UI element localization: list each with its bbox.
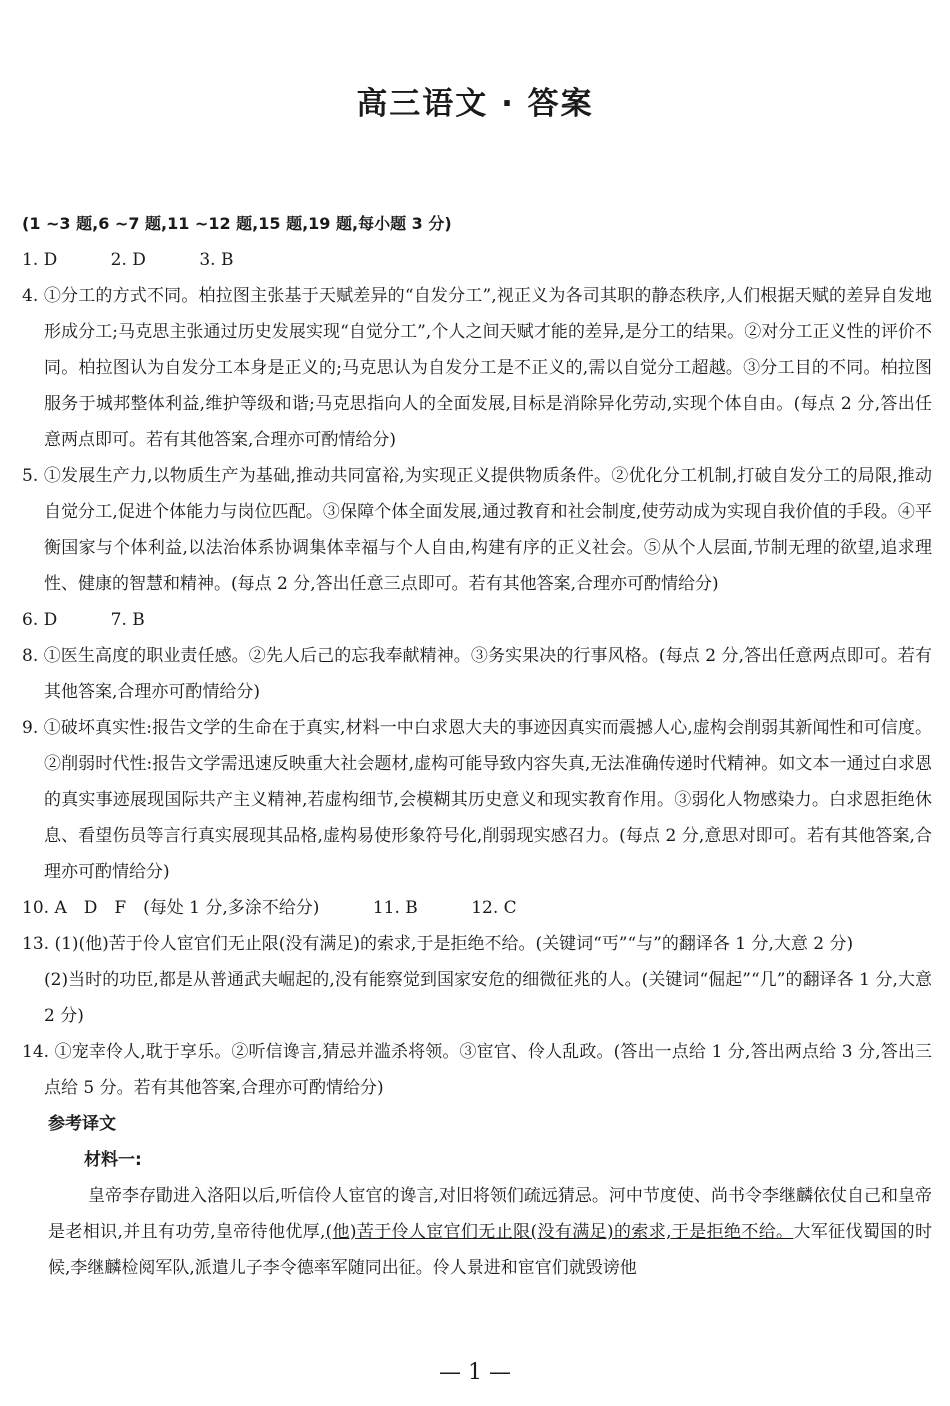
- translation-paragraph: [22, 1178, 932, 1286]
- answer-row-10-12: [22, 890, 932, 926]
- answer-2: 2. D: [110, 250, 146, 270]
- answer-13-part-2: (2)当时的功臣,都是从普通武夫崛起的,没有能察觉到国家安危的细微征兆的人。(关键词“倔起”“几”的翻译各 1 分,大意 2 分): [44, 970, 932, 1026]
- translation-text-a: 皇帝李存勖进入洛阳以后,听信伶人宦官的谗言,对旧将领们疏远猜忌。河中节度使、尚书令李继麟依仗自己和皇帝是老相识,并且有功劳,皇帝待他优厚,: [48, 1186, 932, 1242]
- translation-text-b: 大军征伐蜀国的时候,李继麟检阅军队,派遣儿子李令德率军随同出征。伶人景进和宦官们就毁谤他: [48, 1222, 933, 1278]
- scoring-note: (1 ~3 题,6 ~7 题,11 ~12 题,15 题,19 题,每小题 3 分): [22, 214, 452, 233]
- answer-7: 7. B: [110, 610, 145, 630]
- translation-underlined: (他)苦于伶人宦官们无止限(没有满足)的索求,于是拒绝不给。: [325, 1222, 794, 1242]
- answer-12: 12. C: [471, 898, 517, 918]
- answer-13-part-1: 13. (1)(他)苦于伶人宦官们无止限(没有满足)的索求,于是拒绝不给。(关键词“丐”“与”的翻译各 1 分,大意 2 分): [22, 934, 854, 954]
- answer-5: 5. ①发展生产力,以物质生产为基础,推动共同富裕,为实现正义提供物质条件。②优化分工机制,打破自发分工的局限,推动自觉分工,促进个体能力与岗位匹配。③保障个体全面发展,通过教育和社会制度,使劳动成为实现自我价值的手段。④平衡国家与个体利益,以法治体系协调集体幸福与个人自由,构建有序的正义社会。⑤从个人层面,节制无理的欲望,追求理性、健康的智慧和精神。(每点 2 分,答出任意三点即可。若有其他答案,合理亦可酌情给分): [22, 466, 932, 594]
- answer-1: 1. D: [22, 250, 58, 270]
- answer-14: 14. ①宠幸伶人,耽于享乐。②听信谗言,猜忌并滥杀将领。③宦官、伶人乱政。(答出一点给 1 分,答出两点给 3 分,答出三点给 5 分。若有其他答案,合理亦可酌情给分): [22, 1042, 932, 1098]
- answer-row-1-3: [22, 242, 932, 278]
- answer-9: 9. ①破坏真实性:报告文学的生命在于真实,材料一中白求恩大夫的事迹因真实而震撼人心,虚构会削弱其新闻性和可信度。②削弱时代性:报告文学需迅速反映重大社会题材,虚构可能导致内容失真,无法准确传递时代精神。如文本一通过白求恩的真实事迹展现国际共产主义精神,若虚构细节,会模糊其历史意义和现实教育作用。③弱化人物感染力。白求恩拒绝休息、看望伤员等言行真实展现其品格,虚构易使形象符号化,削弱现实感召力。(每点 2 分,意思对即可。若有其他答案,合理亦可酌情给分): [22, 718, 932, 882]
- answer-row-6-7: [22, 602, 932, 638]
- material-one-heading: 材料一:: [84, 1150, 142, 1170]
- page-number: — 1 —: [439, 1360, 511, 1385]
- page-title: 高三语文 · 答案: [356, 86, 594, 122]
- answer-11: 11. B: [372, 898, 418, 918]
- answer-10: 10. A D F (每处 1 分,多涂不给分): [22, 898, 320, 918]
- answer-4: 4. ①分工的方式不同。柏拉图主张基于天赋差异的“自发分工”,视正义为各司其职的静态秩序,人们根据天赋的差异自发地形成分工;马克思主张通过历史发展实现“自觉分工”,个人之间天赋才能的差异,是分工的结果。②对分工正义性的评价不同。柏拉图认为自发分工本身是正义的;马克思认为自发分工是不正义的,需以自觉分工超越。③分工目的不同。柏拉图服务于城邦整体利益,维护等级和谐;马克思指向人的全面发展,目标是消除异化劳动,实现个体自由。(每点 2 分,答出任意两点即可。若有其他答案,合理亦可酌情给分): [22, 286, 932, 450]
- answer-3: 3. B: [199, 250, 234, 270]
- answer-6: 6. D: [22, 610, 58, 630]
- answer-8: 8. ①医生高度的职业责任感。②先人后己的忘我奉献精神。③务实果决的行事风格。(每点 2 分,答出任意两点即可。若有其他答案,合理亦可酌情给分): [22, 646, 932, 702]
- reference-translation-heading: 参考译文: [48, 1114, 116, 1134]
- answer-content: [22, 206, 932, 1286]
